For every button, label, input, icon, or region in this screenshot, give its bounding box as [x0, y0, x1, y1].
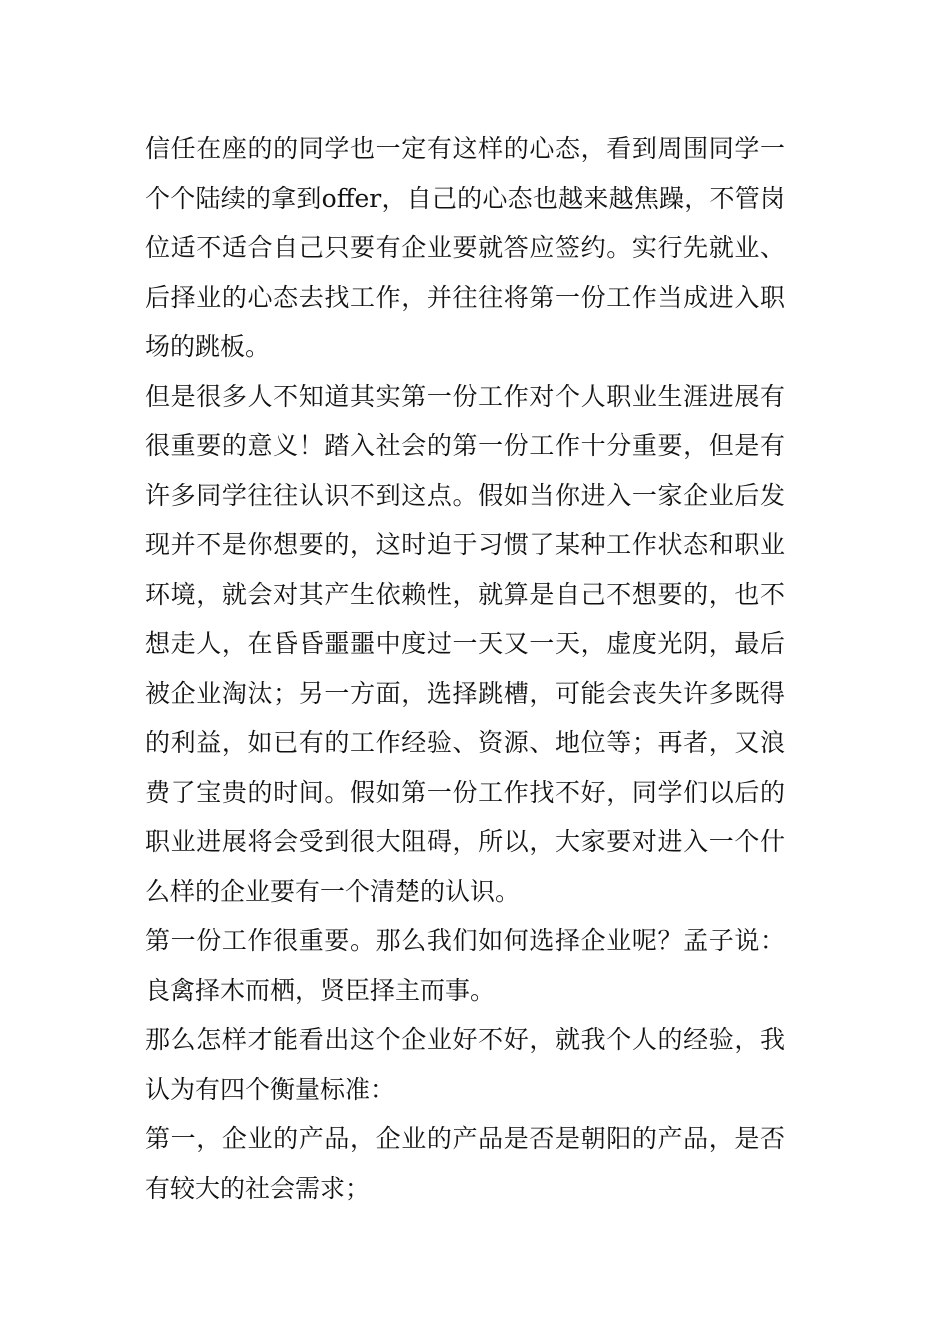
- paragraph-4: 那么怎样才能看出这个企业好不好，就我个人的经验，我认为有四个衡量标准：: [145, 1025, 785, 1104]
- paragraph-2: 但是很多人不知道其实第一份工作对个人职业生涯进展有很重要的意义！踏入社会的第一份工作十分重要，但是有许多同学往往认识不到这点。假如当你进入一家企业后发现并不是你想要的，这时迫于习惯了某种工作状态和职业环境，就会对其产生依赖性，就算是自己不想要的，也不想走人，在昏昏噩噩中度过一天又一天，虚度光阴，最后被企业淘汰；另一方面，选择跳槽，可能会丧失许多既得的利益，如已有的工作经验、资源、地位等；再者，又浪费了宝贵的时间。假如第一份工作找不好，同学们以后的职业进展将会受到很大阻碍，所以，大家要对进入一个什么样的企业要有一个清楚的认识。: [145, 381, 785, 906]
- paragraph-1: 信任在座的的同学也一定有这样的心态，看到周围同学一个个陆续的拿到offer，自己的心态也越来越焦躁，不管岗位适不适合自己只要有企业要就答应签约。实行先就业、后择业的心态去找工作，并往往将第一份工作当成进入职场的跳板。: [145, 134, 785, 361]
- paragraph-3: 第一份工作很重要。那么我们如何选择企业呢？孟子说：良禽择木而栖，贤臣择主而事。: [145, 926, 785, 1005]
- document-body: [145, 124, 785, 1213]
- paragraph-5: 第一，企业的产品，企业的产品是否是朝阳的产品，是否有较大的社会需求；: [145, 1124, 785, 1203]
